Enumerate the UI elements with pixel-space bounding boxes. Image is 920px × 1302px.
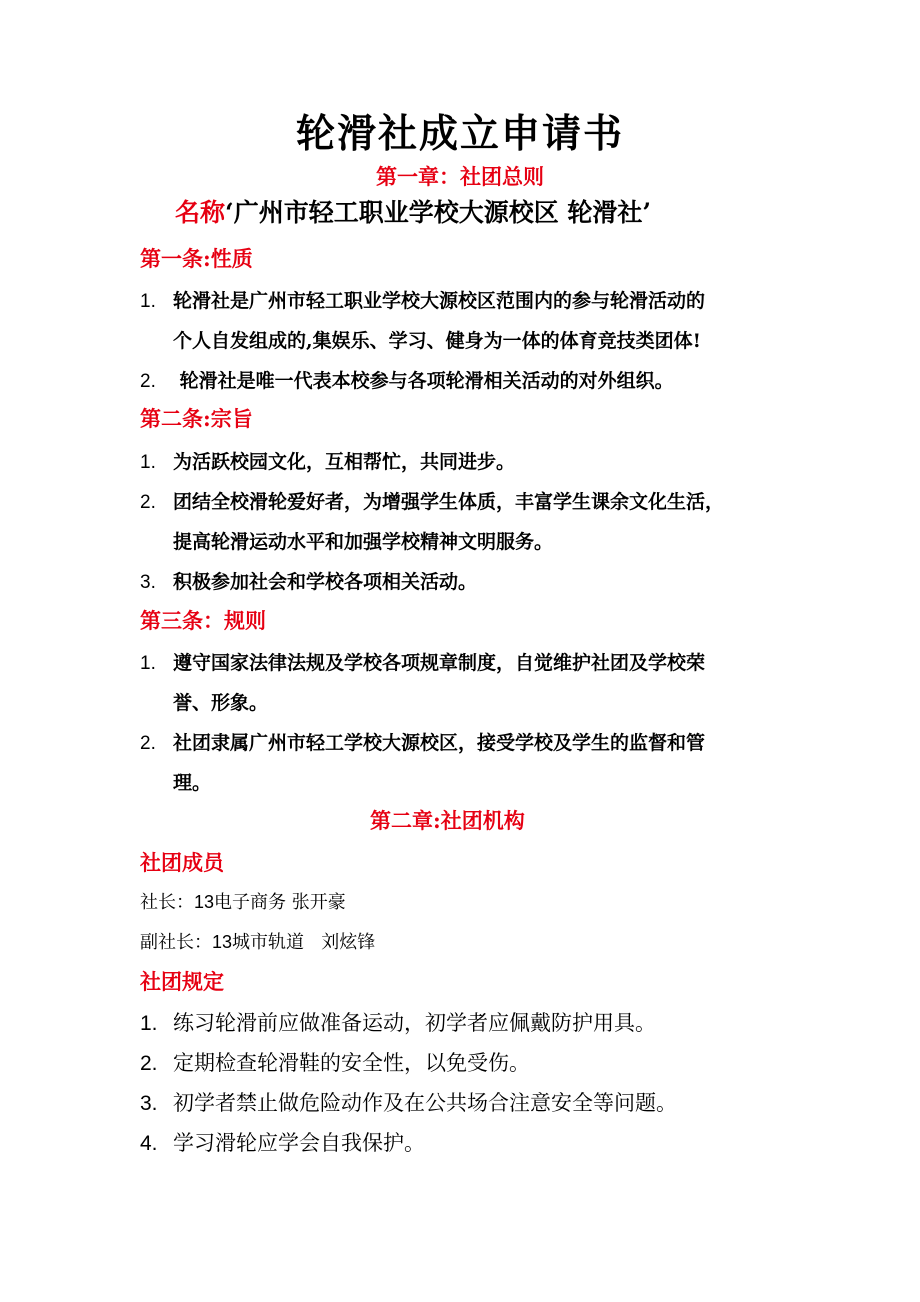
list-item-continuation: 个人自发组成的,集娱乐、学习、健身为一体的体育竞技类团体!	[173, 330, 701, 352]
president-line: 社长：13电子商务 张开豪	[140, 892, 346, 913]
list-item: 2. 定期检查轮滑鞋的安全性，以免受伤。	[140, 1051, 530, 1075]
vice-president-line: 副社长：13城市轨道 刘炫锋	[140, 932, 376, 953]
rules-heading: 社团规定	[140, 969, 224, 994]
list-item: 4. 学习滑轮应学会自我保护。	[140, 1131, 425, 1155]
list-item: 2. 团结全校滑轮爱好者，为增强学生体质，丰富学生课余文化生活，	[140, 491, 725, 513]
chapter1-heading: 第一章：社团总则	[376, 164, 544, 189]
list-item-continuation: 理。	[173, 772, 212, 794]
club-name	[175, 193, 651, 229]
list-item: 1. 练习轮滑前应做准备运动，初学者应佩戴防护用具。	[140, 1011, 656, 1035]
list-item: 1. 遵守国家法律法规及学校各项规章制度，自觉维护社团及学校荣	[140, 652, 706, 674]
chapter2-heading: 第二章:社团机构	[370, 808, 525, 833]
list-item-continuation: 提高轮滑运动水平和加强学校精神文明服务。	[173, 531, 554, 553]
list-item: 3. 积极参加社会和学校各项相关活动。	[140, 571, 478, 593]
list-item: 3. 初学者禁止做危险动作及在公共场合注意安全等问题。	[140, 1091, 677, 1115]
document-title: 轮滑社成立申请书	[295, 111, 624, 157]
list-item: 2. 轮滑社是唯一代表本校参与各项轮滑相关活动的对外组织。	[140, 370, 674, 392]
members-heading: 社团成员	[140, 850, 224, 875]
list-item-continuation: 誉、形象。	[173, 692, 269, 714]
article2-heading: 第二条:宗旨	[140, 406, 253, 431]
article3-heading: 第三条：规则	[140, 608, 266, 633]
article1-heading: 第一条:性质	[140, 246, 253, 271]
list-item: 1. 为活跃校园文化，互相帮忙，共同进步。	[140, 451, 516, 473]
club-name-value: ‘广州市轻工职业学校大源校区 轮滑社’	[225, 198, 652, 227]
list-item: 1. 轮滑社是广州市轻工职业学校大源校区范围内的参与轮滑活动的	[140, 290, 706, 312]
club-name-label: 名称	[175, 198, 226, 227]
list-item: 2. 社团隶属广州市轻工学校大源校区，接受学校及学生的监督和管	[140, 732, 706, 754]
